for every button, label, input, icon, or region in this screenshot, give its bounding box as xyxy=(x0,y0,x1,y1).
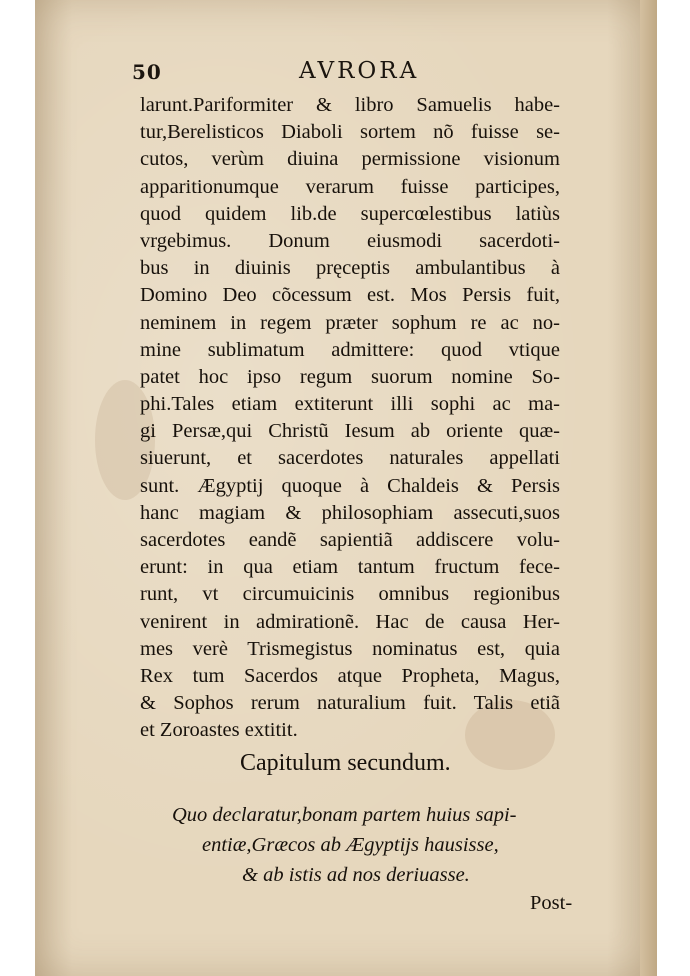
running-title: AVRORA xyxy=(299,58,420,84)
text-line: runt, vt circumuicinis omnibus regionibus xyxy=(140,583,560,606)
text-line: Domino Deo cõcessum est. Mos Persis fuit, xyxy=(140,284,560,307)
text-line: cutos, verùm diuina permissione visionum xyxy=(140,148,560,171)
text-line: erunt: in qua etiam tantum fructum fece- xyxy=(140,556,560,579)
text-line: mes verè Trismegistus nominatus est, quia xyxy=(140,637,560,660)
text-line: et Zoroastes extitit. xyxy=(140,719,298,742)
subtitle-line: Quo declaratur,bonam partem huius sapi- xyxy=(172,804,517,826)
text-line: siuerunt, et sacerdotes naturales appellati xyxy=(140,447,560,470)
text-line: larunt.Pariformiter & libro Samuelis habe- xyxy=(140,94,560,116)
page-edge xyxy=(640,0,657,976)
text-line: sunt. Ægyptij quoque à Chaldeis & Persis xyxy=(140,474,560,497)
text-line: Rex tum Sacerdos atque Propheta, Magus, xyxy=(140,664,560,687)
running-header xyxy=(132,58,562,92)
text-line: quod quidem lib.de supercœlestibus latiùs xyxy=(140,202,560,225)
text-line: apparitionumque verarum fuisse participes, xyxy=(140,175,560,198)
text-line: & Sophos rerum naturalium fuit. Talis etiã xyxy=(140,692,560,715)
text-line: phi.Tales etiam extiterunt illi sophi ac ma- xyxy=(140,393,560,416)
text-line: gi Persæ,qui Christũ Iesum ab oriente quæ- xyxy=(140,420,560,443)
text-line: venirent in admirationẽ. Hac de causa Her- xyxy=(140,610,560,633)
text-line: neminem in regem præter sophum re ac no- xyxy=(140,311,560,334)
text-line: vrgebimus. Donum eiusmodi sacerdoti- xyxy=(140,229,560,252)
chapter-subtitle xyxy=(160,800,580,890)
text-line: hanc magiam & philosophiam assecuti,suos xyxy=(140,501,560,524)
page-number: 50 xyxy=(132,60,162,84)
subtitle-line: & ab istis ad nos deriuasse. xyxy=(242,864,470,886)
text-line: patet hoc ipso regum suorum nomine So- xyxy=(140,365,560,388)
text-line: tur,Berelisticos Diaboli sortem nõ fuisse se- xyxy=(140,121,560,144)
text-line: mine sublimatum admittere: quod vtique xyxy=(140,338,560,361)
chapter-title: Capitulum secundum. xyxy=(240,750,451,776)
catchword: Post- xyxy=(530,892,573,914)
main-text-block xyxy=(140,92,560,745)
text-line: bus in diuinis pręceptis ambulantibus à xyxy=(140,257,560,280)
text-line: sacerdotes eandẽ sapientiã addiscere volu- xyxy=(140,529,560,551)
subtitle-line: entiæ,Græcos ab Ægyptijs hausisse, xyxy=(202,834,499,856)
